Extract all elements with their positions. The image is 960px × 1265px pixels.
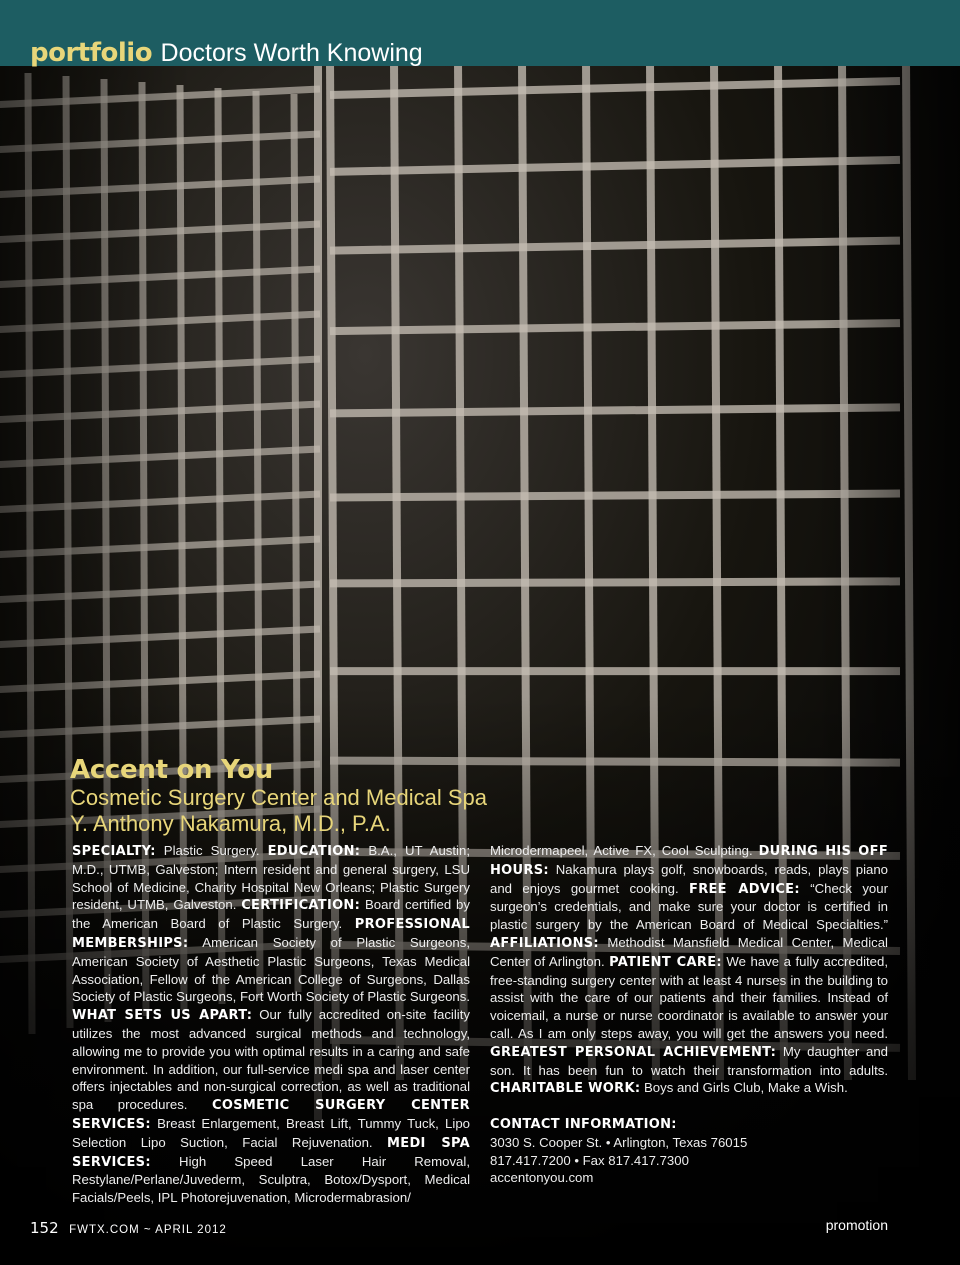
field-text: High Speed Laser Hair Removal, Restylane/Perlane/Juvederm, Sculptra, Botox/Dysport, Medical Facials/Peels, IPL Photorejuvenation, Microdermabrasion/ [72,1153,470,1206]
left-column-paragraph [72,842,470,1207]
field-label: CHARITABLE WORK: [490,1081,641,1097]
field-text: American Society of Plastic Surgeons, American Society of Aesthetic Plastic Surgeons, Texas Medical Association, Fellow of the American College of Surgeons, Dallas Society of Plastic Surgeons, Fort Worth Society of Plastic Surgeons. [72,934,470,1005]
contact-information [490,1116,888,1187]
field-text: My daughter and son. It has been fun to watch their transformation into adults. [490,1043,888,1078]
contact-address: 3030 S. Cooper St. • Arlington, Texas 76015 [490,1134,748,1150]
right-column-paragraph [490,842,888,1098]
field-text: Boys and Girls Club, Make a Wish. [640,1080,848,1096]
field-label: COSMETIC SURGERY CENTER SERVICES: [72,1098,470,1132]
field-label: DURING HIS OFF HOURS: [490,844,889,878]
field-label: PATIENT CARE: [609,954,722,970]
field-text: Nakamura plays golf, snowboards, reads, plays piano and enjoys gourmet cooking. [490,861,888,896]
section-title: Doctors Worth Knowing [160,39,423,67]
article-column-right [490,842,888,1187]
section-label: portfolio [30,38,153,68]
field-text: B.A., UT Austin; M.D., UTMB, Galveston; Intern resident and general surgery, LSU School of Medicine, Charity Hospital New Orleans; Plastic Surgery resident, UTMB, Galveston. [72,843,470,913]
section-header [30,38,423,68]
field-text: Breast Enlargement, Breast Lift, Tummy Tuck, Lipo Selection Lipo Suction, Facial Rejuvenation. [72,1115,470,1150]
field-text: We have a fully accredited, free-standing surgery center with at least 4 nurses in the building to assist with the care of our patients and their families. Instead of voicemail, a nurse or nurse coordinator is available to answer your call. As I am only steps away, you will get the answers you need. [490,953,888,1041]
field-label: EDUCATION: [267,844,361,859]
doctor-name: Y. Anthony Nakamura, M.D., P.A. [70,811,391,836]
contact-label: CONTACT INFORMATION: [490,1116,677,1132]
field-text: “Check your surgeon’s credentials, and make sure your doctor is certified in plastic surgery by the American Board of Medical Specialties.” [490,880,888,933]
publication-line: FWTX.COM ~ APRIL 2012 [69,1224,227,1236]
field-label: GREATEST PERSONAL ACHIEVEMENT: [490,1044,777,1060]
field-label: WHAT SETS US APART: [72,1008,253,1024]
page-number: 152 [30,1219,59,1237]
article-title-block [70,755,487,837]
field-text: Our fully accredited on-site facility utilizes the most advanced surgical methods and technology, allowing me to provide you with optimal results in a caring and safe environment. In addition, our full-service medi spa and laser center offers injectables and non-surgical correction, as well as traditional spa procedures. [72,1007,470,1113]
field-text: Methodist Mansfield Medical Center, Medical Center of Arlington. [490,934,888,969]
contact-website: accentonyou.com [490,1170,594,1186]
promotion-tag: promotion [825,1217,888,1233]
field-label: SPECIALTY: [72,844,156,859]
field-text: Plastic Surgery. [155,843,268,858]
footer-folio [30,1219,227,1238]
article-subtitle: Cosmetic Surgery Center and Medical Spa [70,785,487,810]
article-title: Accent on You [70,755,273,785]
field-label: MEDI SPA SERVICES: [72,1135,470,1170]
article-column-left [72,842,470,1207]
field-label: PROFESSIONAL MEMBERSHIPS: [72,917,470,951]
field-label: FREE ADVICE: [689,881,800,897]
field-label: CERTIFICATION: [241,898,361,914]
field-label: AFFILIATIONS: [490,935,599,951]
field-text: Board certified by the American Board of Plastic Surgery. [72,897,470,932]
contact-phone: 817.417.7200 • Fax 817.417.7300 [490,1152,689,1168]
field-text: Microdermapeel, Active FX, Cool Sculpting. [490,843,759,858]
